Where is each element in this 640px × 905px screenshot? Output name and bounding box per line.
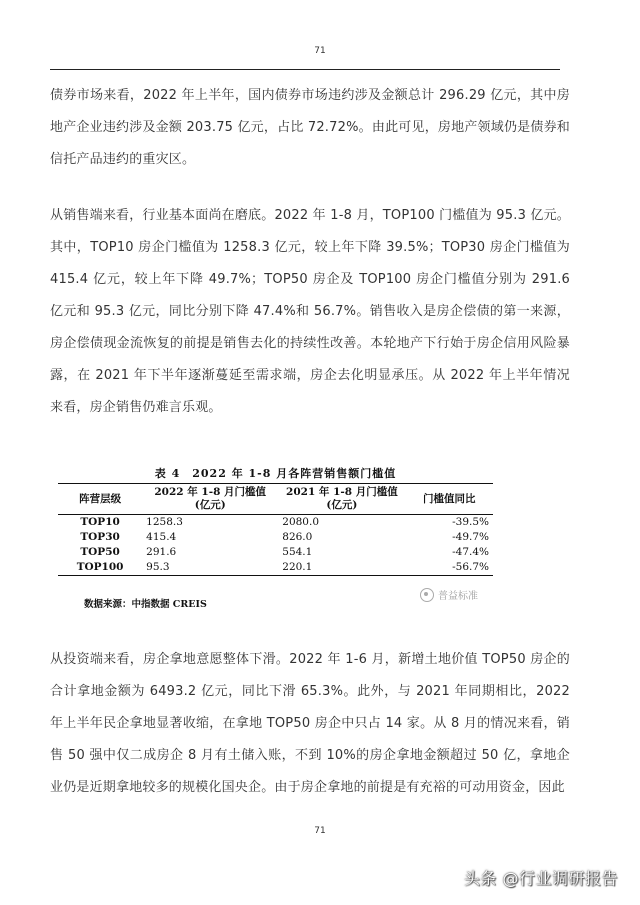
threshold-table-block [58,465,493,576]
cell-yoy: -56.7% [452,561,489,573]
table-header-row [58,484,493,515]
cell-2022: 1258.3 [146,516,183,528]
cell-tier: TOP30 [80,531,120,543]
table-row [58,545,493,560]
table-row [58,530,493,545]
cell-yoy: -47.4% [452,546,489,558]
paragraph-bond-market: 债券市场来看，2022 年上半年，国内债券市场违约涉及金额总计 296.29 亿元，其中房地产企业违约涉及金额 203.75 亿元，占比 72.72%。由此可见，房地产领域仍是债券和信托产品违约的重灾区。 [50,88,570,167]
header-2021-line2: (亿元) [326,499,358,511]
cell-2021: 220.1 [282,561,313,573]
header-2022-line1: 2022 年 1-8 月门槛值 [154,486,267,498]
header-yoy: 门槛值同比 [423,492,476,505]
wechat-icon [420,588,434,602]
watermark-small [420,587,478,602]
header-2022-line2: (亿元) [194,499,226,511]
header-2022 [142,484,278,515]
cell-2022: 291.6 [146,546,177,558]
cell-yoy: -39.5% [452,516,489,528]
table-source: 数据来源：中指数据 CREIS [84,599,207,610]
page-number-top: 71 [314,46,326,56]
table-row [58,515,493,531]
table-caption: 表 4 2022 年 1-8 月各阵营销售额门槛值 [154,467,397,480]
threshold-table [58,483,493,576]
cell-2022: 95.3 [146,561,170,573]
cell-tier: TOP50 [80,546,120,558]
cell-tier: TOP10 [80,516,120,528]
paragraph-investment: 从投资端来看，房企拿地意愿整体下滑。2022 年 1-6 月，新增土地价值 TOP50 房企的合计拿地金额为 6493.2 亿元，同比下滑 65.3%。此外，与 2021 年同期相比，2022 年上半年民企拿地显著收缩，在拿地 TOP50 房企中只占 14 家。从 8 月的情况来看，销售 50 强中仅二成房企 8 月有土储入账，不到 10%的房企拿地金额超过 50 亿，拿地企业仍是近期拿地较多的规模化国央企。由于房企拿地的前提是有充裕的可动用资金，因此 [50,652,570,795]
cell-2021: 2080.0 [282,516,320,528]
cell-2022: 415.4 [146,531,177,543]
header-2021-line1: 2021 年 1-8 月门槛值 [286,486,398,498]
header-2021 [278,484,405,515]
header-rule [50,69,560,70]
header-tier: 阵营层级 [79,492,122,505]
table-row [58,560,493,576]
page-number-bottom: 71 [314,826,326,836]
cell-yoy: -49.7% [452,531,489,543]
cell-2021: 554.1 [282,546,313,558]
watermark-small-text: 普益标准 [438,591,478,602]
watermark-bottom: 头条 @行业调研报告 [463,869,618,888]
cell-tier: TOP100 [76,561,124,573]
paragraph-sales: 从销售端来看，行业基本面尚在磨底。2022 年 1-8 月，TOP100 门槛值为 95.3 亿元。其中，TOP10 房企门槛值为 1258.3 亿元，较上年下降 39.5%；TOP30 房企门槛值为 415.4 亿元，较上年下降 49.7%；TOP50 房企及 TOP100 房企门槛值分别为 291.6 亿元和 95.3 亿元，同比分别下降 47.4%和 56.7%。销售收入是房企偿债的第一来源，房企偿债现金流恢复的前提是销售去化的持续性改善。本轮地产下行始于房企信用风险暴露，在 2021 年下半年逐渐蔓延至需求端，房企去化明显承压。从 2022 年上半年情况来看，房企销售仍难言乐观。 [50,208,570,415]
cell-2021: 826.0 [282,531,313,543]
